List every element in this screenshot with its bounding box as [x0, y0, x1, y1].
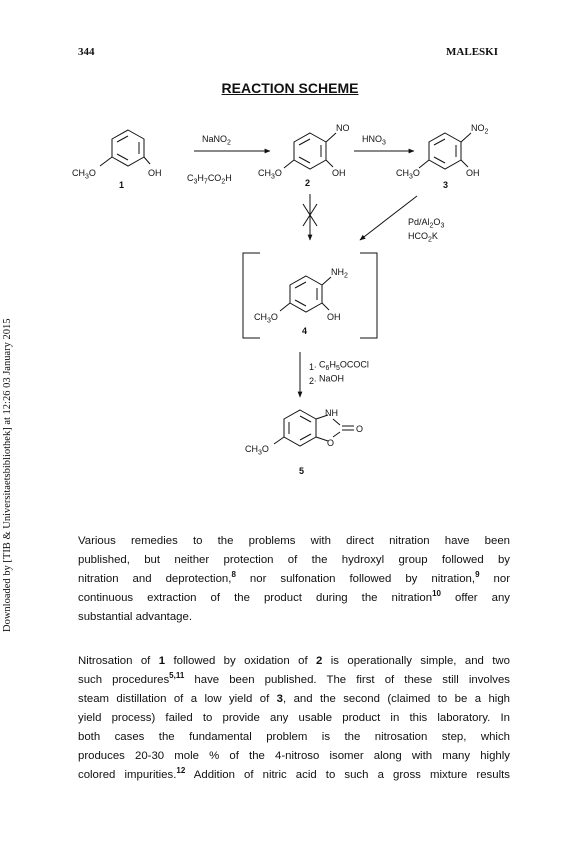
bracket-right: [360, 253, 377, 338]
c3-hydroxy-label: OH: [466, 168, 480, 178]
reagent-pd-al2o3: $Pd/Al_2O_3$: [408, 217, 445, 230]
reagent-butyric-acid: $C_3H_7CO_2H$: [187, 173, 232, 186]
c4-amino-label: $NH_2$: [331, 267, 348, 280]
text-line: Nitrosation of 1 followed by oxidation of 2 is operationally simple, and two: [78, 655, 510, 667]
text-line: steam distillation of a low yield of 3, and the second (claimed to be a high: [78, 693, 511, 705]
text-line: published, but neither protection of the hydroxyl group followed by: [78, 554, 510, 566]
benzene-ring-2: [294, 133, 326, 169]
c2-methoxy-label: $CH_3O$: [258, 168, 282, 181]
reagent-hno3: $HNO_3$: [362, 134, 386, 147]
text-line: substantial advantage.: [78, 611, 192, 623]
c3-nitro-label: $NO_2$: [471, 123, 489, 136]
text-line: continuous extraction of the product during the nitration$^{10}$ offer any: [78, 589, 511, 604]
text-line: both cases the fundamental problem is the nitrosation step, which: [78, 731, 510, 743]
text-line: produces 20-30 mole % of the 4-nitroso isomer along with many highly: [78, 750, 510, 762]
text-line: Various remedies to the problems with direct nitration have been: [78, 535, 510, 547]
compound-5-number: 5: [299, 466, 305, 476]
running-head: MALESKI: [446, 46, 498, 58]
c4-hydroxy-label: OH: [327, 312, 341, 322]
page-number: 344: [78, 46, 95, 58]
c4-methoxy-label: $CH_3O$: [254, 312, 278, 325]
compound-2-number: 2: [305, 178, 311, 188]
bracket-left: [243, 253, 260, 338]
text-line: yield process) failed to provide any usable product in this laboratory. In: [78, 712, 510, 724]
reagent-phenyl-chloroformate: 1. $C_6H_5OCOCl$: [309, 359, 369, 372]
c1-methoxy-label: $CH_3O$: [72, 168, 96, 181]
reagent-hco2k: $HCO_2K$: [408, 231, 438, 244]
c5-methoxy-label: $CH_3O$: [245, 444, 269, 457]
scheme-title: REACTION SCHEME: [221, 80, 359, 96]
c5-nh-label: NH: [325, 408, 338, 418]
compound-1-number: 1: [119, 180, 125, 190]
text-line: nitration and deprotection,$^8$ nor sulfonation followed by nitration,$^9$ nor: [78, 570, 510, 585]
c1-hydroxy-label: OH: [148, 168, 162, 178]
c5-carbonyl-oxygen-label: O: [356, 424, 364, 434]
c2-hydroxy-label: OH: [332, 168, 346, 178]
compound-4-number: 4: [302, 326, 308, 336]
text-line: colored impurities.$^{12}$ Addition of nitric acid to such a gross mixture results: [78, 766, 510, 781]
c3-methoxy-label: $CH_3O$: [396, 168, 420, 181]
benzene-ring-4: [290, 276, 322, 312]
text-line: such procedures$^{5,11}$ have been published. The first of these still involves: [78, 671, 510, 686]
reagent-naoh: 2. NaOH: [309, 373, 345, 386]
c5-ring-oxygen-label: O: [327, 438, 335, 448]
benzoxazolone-ring-5: [284, 410, 354, 446]
c2-nitroso-label: NO: [336, 123, 350, 133]
benzene-ring-3: [429, 133, 461, 169]
paragraph-nitrosation: [78, 652, 510, 785]
benzene-ring-1: [112, 130, 144, 166]
download-watermark: Downloaded by [TIB & Universitaetsbibliothek] at 12:26 03 January 2015: [2, 318, 13, 632]
paragraph-remedies: [78, 532, 510, 627]
reagent-nano2: NaNO$_2$: [202, 134, 231, 147]
compound-3-number: 3: [443, 180, 449, 190]
